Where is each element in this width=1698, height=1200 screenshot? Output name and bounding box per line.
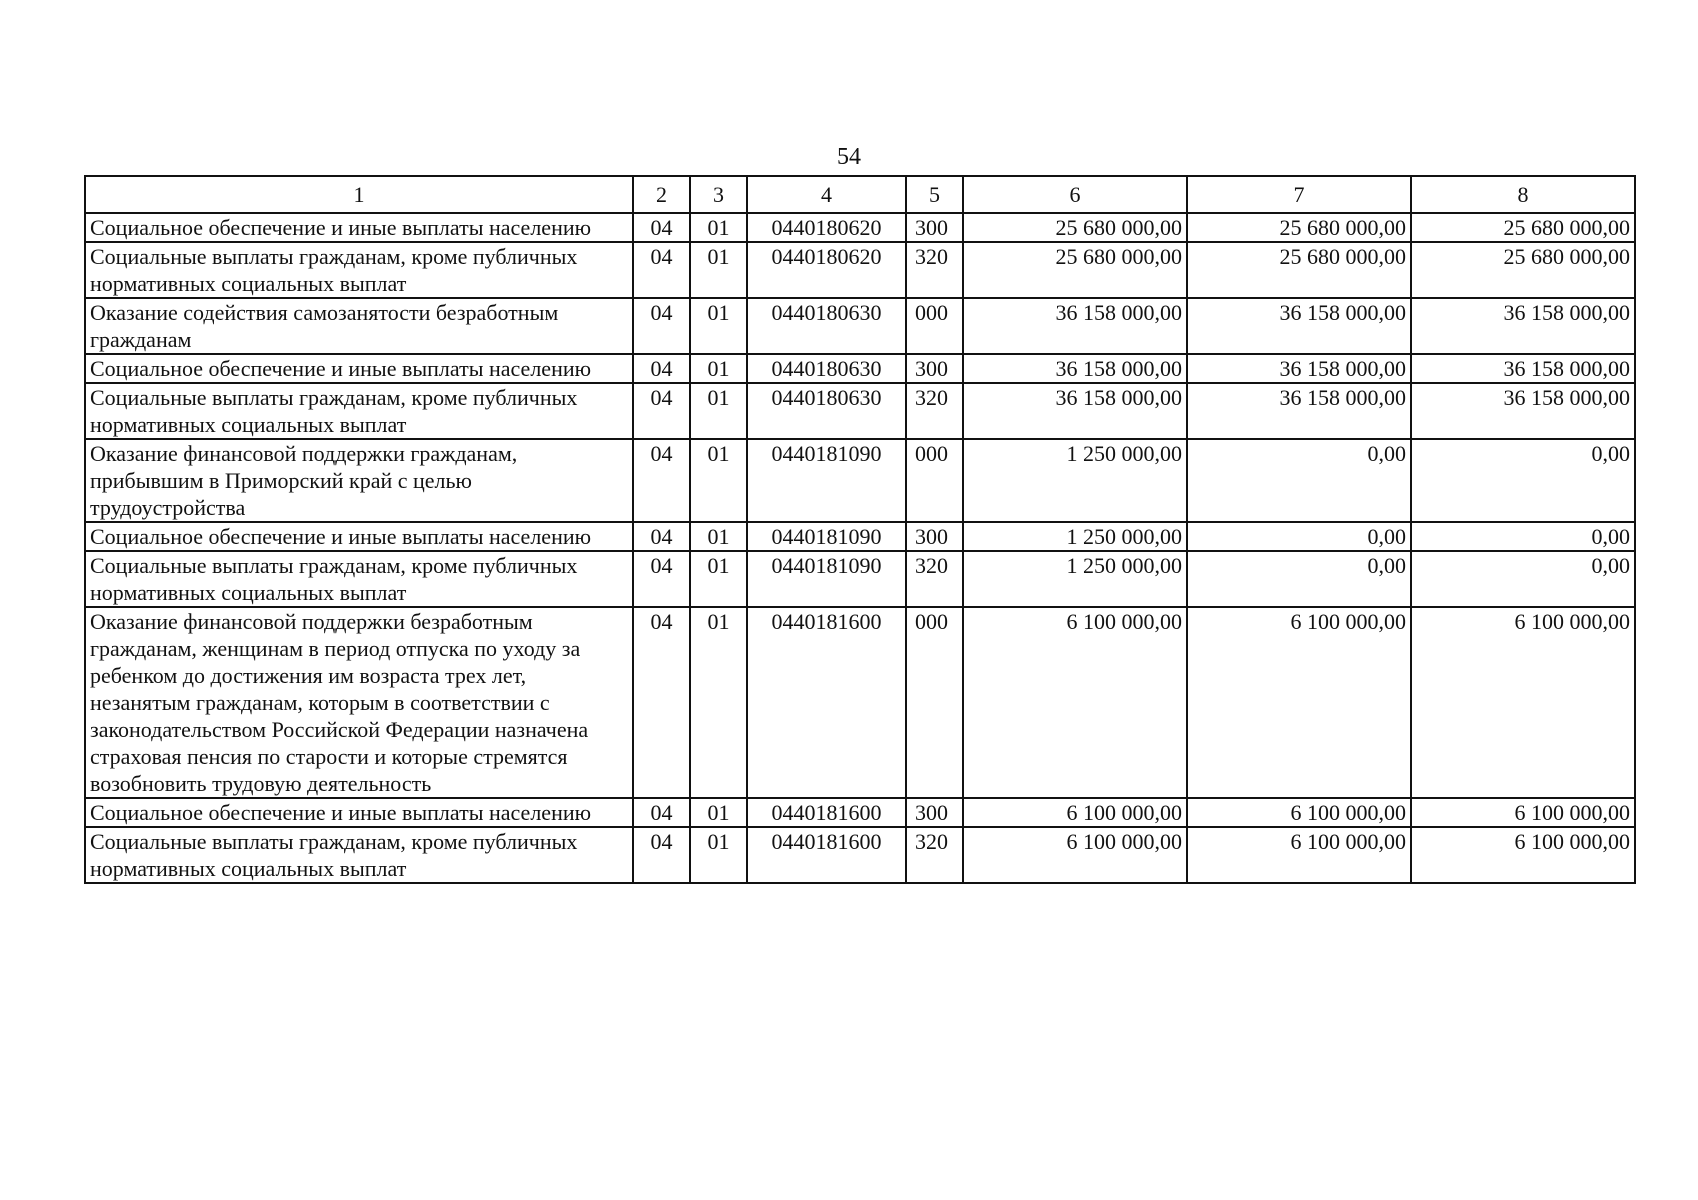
row-name: Социальное обеспечение и иные выплаты населению — [85, 798, 633, 827]
row-subsection: 01 — [690, 242, 747, 298]
row-amount-col8: 25 680 000,00 — [1411, 213, 1635, 242]
row-target-code: 0440180620 — [747, 242, 906, 298]
row-subsection: 01 — [690, 383, 747, 439]
row-amount-col7: 25 680 000,00 — [1187, 242, 1411, 298]
row-amount-col8: 6 100 000,00 — [1411, 607, 1635, 798]
table-row — [85, 551, 1635, 607]
row-expense-type: 000 — [906, 298, 963, 354]
row-amount-col7: 0,00 — [1187, 551, 1411, 607]
row-amount-col6: 36 158 000,00 — [963, 298, 1187, 354]
row-amount-col8: 0,00 — [1411, 439, 1635, 522]
header-cell-1: 1 — [85, 176, 633, 213]
row-amount-col8: 36 158 000,00 — [1411, 298, 1635, 354]
row-amount-col6: 6 100 000,00 — [963, 798, 1187, 827]
row-expense-type: 320 — [906, 827, 963, 883]
row-amount-col6: 25 680 000,00 — [963, 242, 1187, 298]
row-amount-col8: 25 680 000,00 — [1411, 242, 1635, 298]
row-amount-col6: 1 250 000,00 — [963, 551, 1187, 607]
row-expense-type: 000 — [906, 439, 963, 522]
table-row — [85, 798, 1635, 827]
row-amount-col7: 36 158 000,00 — [1187, 298, 1411, 354]
row-section: 04 — [633, 827, 690, 883]
row-target-code: 0440181600 — [747, 798, 906, 827]
row-name: Социальное обеспечение и иные выплаты населению — [85, 213, 633, 242]
row-section: 04 — [633, 383, 690, 439]
row-amount-col8: 36 158 000,00 — [1411, 383, 1635, 439]
table-row — [85, 383, 1635, 439]
row-target-code: 0440181600 — [747, 607, 906, 798]
header-cell-8: 8 — [1411, 176, 1635, 213]
row-subsection: 01 — [690, 798, 747, 827]
row-subsection: 01 — [690, 213, 747, 242]
row-amount-col8: 6 100 000,00 — [1411, 798, 1635, 827]
row-name: Оказание финансовой поддержки безработным гражданам, женщинам в период отпуска по уходу за ребенком до достижения им возраста трех лет, незанятым гражданам, которым в соответствии с законодательством Российской Федерации назначена страховая пенсия по старости и которые стремятся возобновить трудовую деятельность — [85, 607, 633, 798]
row-amount-col7: 36 158 000,00 — [1187, 354, 1411, 383]
row-name: Социальное обеспечение и иные выплаты населению — [85, 522, 633, 551]
row-target-code: 0440180630 — [747, 383, 906, 439]
row-target-code: 0440181600 — [747, 827, 906, 883]
table-row — [85, 242, 1635, 298]
row-amount-col6: 25 680 000,00 — [963, 213, 1187, 242]
row-amount-col6: 1 250 000,00 — [963, 522, 1187, 551]
row-subsection: 01 — [690, 827, 747, 883]
row-amount-col8: 36 158 000,00 — [1411, 354, 1635, 383]
row-section: 04 — [633, 439, 690, 522]
row-name: Оказание содействия самозанятости безработным гражданам — [85, 298, 633, 354]
page-number: 54 — [837, 144, 861, 170]
row-amount-col6: 6 100 000,00 — [963, 827, 1187, 883]
row-target-code: 0440181090 — [747, 439, 906, 522]
table-row — [85, 607, 1635, 798]
row-amount-col7: 6 100 000,00 — [1187, 798, 1411, 827]
row-section: 04 — [633, 798, 690, 827]
row-expense-type: 300 — [906, 354, 963, 383]
budget-table — [84, 175, 1636, 884]
row-name: Оказание финансовой поддержки гражданам, прибывшим в Приморский край с целью трудоустройства — [85, 439, 633, 522]
header-cell-2: 2 — [633, 176, 690, 213]
row-target-code: 0440181090 — [747, 551, 906, 607]
table-row — [85, 298, 1635, 354]
table-row — [85, 439, 1635, 522]
row-target-code: 0440180620 — [747, 213, 906, 242]
row-subsection: 01 — [690, 607, 747, 798]
row-subsection: 01 — [690, 439, 747, 522]
row-expense-type: 320 — [906, 383, 963, 439]
header-cell-6: 6 — [963, 176, 1187, 213]
row-section: 04 — [633, 522, 690, 551]
row-subsection: 01 — [690, 354, 747, 383]
row-amount-col6: 36 158 000,00 — [963, 354, 1187, 383]
table-row — [85, 827, 1635, 883]
header-cell-5: 5 — [906, 176, 963, 213]
row-name: Социальные выплаты гражданам, кроме публичных нормативных социальных выплат — [85, 242, 633, 298]
row-amount-col6: 6 100 000,00 — [963, 607, 1187, 798]
row-subsection: 01 — [690, 551, 747, 607]
row-amount-col6: 36 158 000,00 — [963, 383, 1187, 439]
header-cell-4: 4 — [747, 176, 906, 213]
row-amount-col7: 36 158 000,00 — [1187, 383, 1411, 439]
row-expense-type: 300 — [906, 213, 963, 242]
row-section: 04 — [633, 551, 690, 607]
table-row — [85, 522, 1635, 551]
row-name: Социальные выплаты гражданам, кроме публичных нормативных социальных выплат — [85, 827, 633, 883]
row-amount-col8: 0,00 — [1411, 551, 1635, 607]
row-section: 04 — [633, 354, 690, 383]
row-amount-col8: 6 100 000,00 — [1411, 827, 1635, 883]
row-section: 04 — [633, 607, 690, 798]
row-amount-col7: 0,00 — [1187, 522, 1411, 551]
header-cell-7: 7 — [1187, 176, 1411, 213]
row-amount-col6: 1 250 000,00 — [963, 439, 1187, 522]
row-section: 04 — [633, 242, 690, 298]
row-section: 04 — [633, 298, 690, 354]
row-name: Социальное обеспечение и иные выплаты населению — [85, 354, 633, 383]
row-name: Социальные выплаты гражданам, кроме публичных нормативных социальных выплат — [85, 551, 633, 607]
row-name: Социальные выплаты гражданам, кроме публичных нормативных социальных выплат — [85, 383, 633, 439]
row-section: 04 — [633, 213, 690, 242]
row-target-code: 0440180630 — [747, 298, 906, 354]
row-expense-type: 320 — [906, 242, 963, 298]
row-subsection: 01 — [690, 298, 747, 354]
header-cell-3: 3 — [690, 176, 747, 213]
table-row — [85, 213, 1635, 242]
row-amount-col8: 0,00 — [1411, 522, 1635, 551]
row-expense-type: 000 — [906, 607, 963, 798]
row-amount-col7: 6 100 000,00 — [1187, 607, 1411, 798]
header-row — [85, 176, 1635, 213]
row-target-code: 0440180630 — [747, 354, 906, 383]
row-expense-type: 320 — [906, 551, 963, 607]
row-amount-col7: 25 680 000,00 — [1187, 213, 1411, 242]
row-amount-col7: 6 100 000,00 — [1187, 827, 1411, 883]
table-row — [85, 354, 1635, 383]
row-amount-col7: 0,00 — [1187, 439, 1411, 522]
row-subsection: 01 — [690, 522, 747, 551]
row-expense-type: 300 — [906, 522, 963, 551]
row-expense-type: 300 — [906, 798, 963, 827]
row-target-code: 0440181090 — [747, 522, 906, 551]
